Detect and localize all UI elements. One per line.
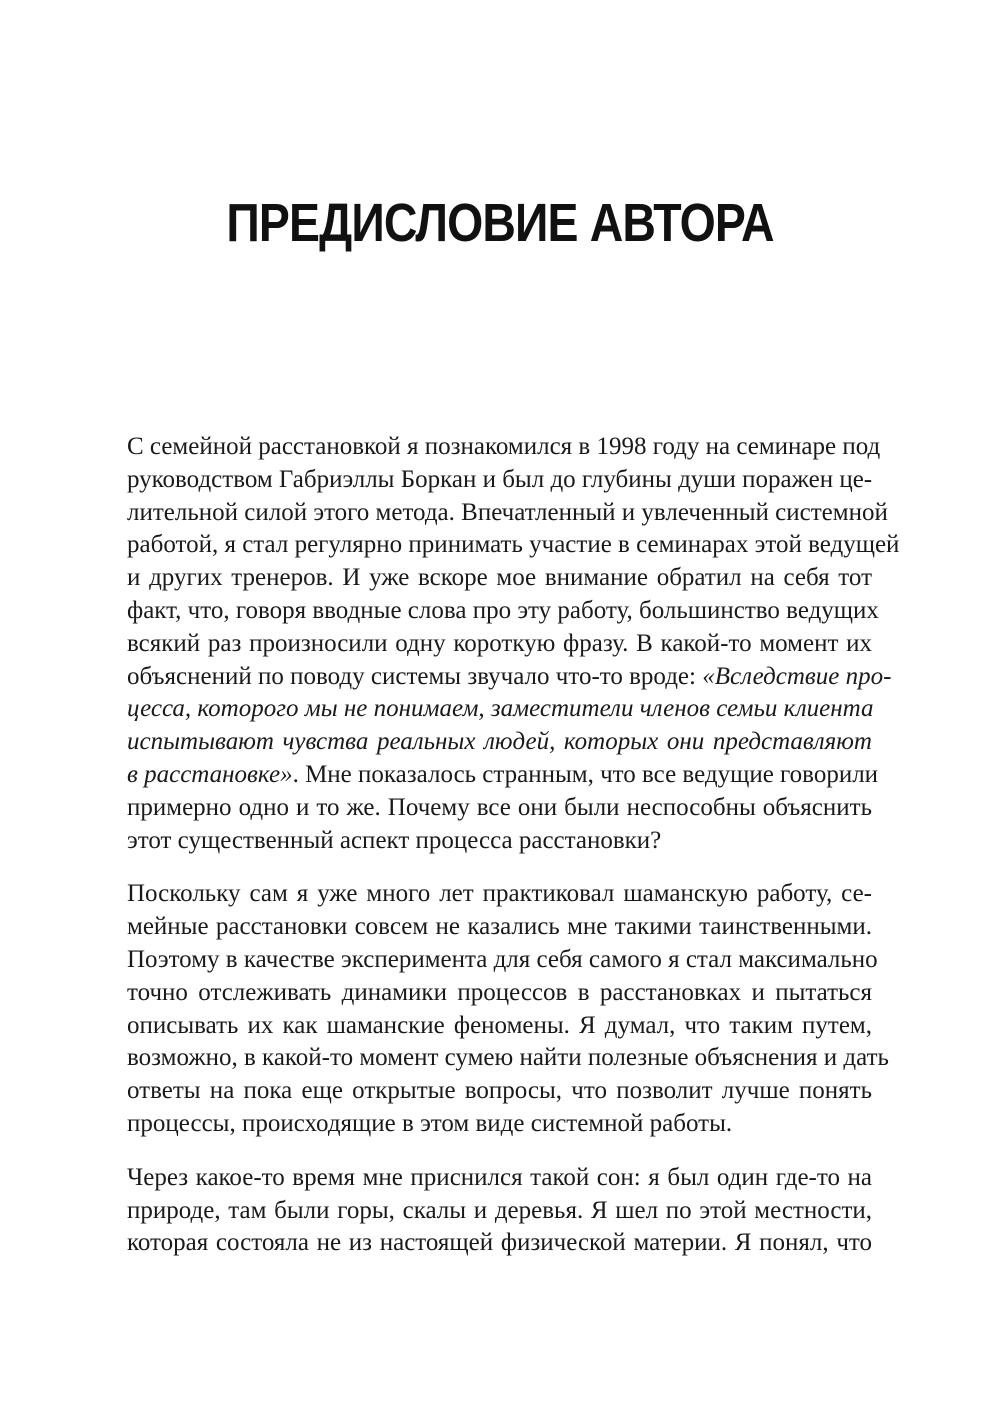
text-run: возможно, в какой-то момент сумею найти полезные объяснения и дать bbox=[127, 1044, 889, 1072]
text-line bbox=[127, 792, 872, 825]
text-run: описывать их как шаманские феномены. Я думал, что таким путем, bbox=[127, 1011, 872, 1039]
text-line bbox=[127, 878, 872, 911]
text-line bbox=[127, 1108, 872, 1141]
quote-italic-text: «Вследствие про- bbox=[702, 662, 892, 690]
text-line bbox=[127, 1075, 872, 1108]
text-line bbox=[127, 529, 900, 562]
text-line bbox=[127, 977, 872, 1010]
text-line bbox=[127, 944, 878, 977]
chapter-title: ПРЕДИСЛОВИЕ АВТОРА bbox=[226, 193, 774, 253]
quote-italic-text: испытывают чувства реальных людей, которых они представляют bbox=[127, 728, 872, 756]
text-line bbox=[127, 693, 872, 726]
text-run: лительной силой этого метода. Впечатленный и увлеченный системной bbox=[127, 498, 888, 526]
text-run: точно отслеживать динамики процессов в расстановках и пытаться bbox=[127, 978, 872, 1006]
text-run: этот существенный аспект процесса расстановки? bbox=[127, 826, 662, 854]
text-line bbox=[127, 1195, 872, 1228]
text-line bbox=[127, 825, 872, 858]
text-line bbox=[127, 1162, 872, 1195]
text-run: ответы на пока еще открытые вопросы, что позволит лучше понять bbox=[127, 1077, 872, 1105]
text-run: работой, я стал регулярно принимать участие в семинарах этой ведущей bbox=[127, 531, 900, 559]
text-run: . Мне показалось странным, что все ведущие говорили bbox=[292, 760, 879, 788]
text-line bbox=[127, 497, 888, 530]
quote-italic-text: в расстановке» bbox=[127, 760, 293, 788]
text-run: факт, что, говоря вводные слова про эту работу, большинство ведущих bbox=[127, 596, 879, 624]
text-line bbox=[127, 562, 872, 595]
text-line bbox=[127, 1042, 889, 1075]
text-line bbox=[127, 759, 879, 792]
text-run: объяснений по поводу системы звучало что-то вроде: bbox=[127, 662, 703, 690]
text-line bbox=[127, 726, 872, 759]
text-run: и других тренеров. И уже вскоре мое внимание обратил на себя тот bbox=[127, 564, 872, 592]
text-line bbox=[127, 661, 892, 694]
text-line bbox=[127, 1227, 872, 1260]
text-line bbox=[127, 464, 872, 497]
text-run: Поэтому в качестве эксперимента для себя самого я стал максимально bbox=[127, 945, 878, 973]
paragraph bbox=[127, 431, 900, 857]
text-line bbox=[127, 911, 872, 944]
text-run: мейные расстановки совсем не казались мне такими таинственными. bbox=[127, 913, 872, 941]
body-text bbox=[127, 431, 900, 1281]
text-line bbox=[127, 1010, 872, 1043]
text-run: природе, там были горы, скалы и деревья. Я шел по этой местности, bbox=[127, 1196, 872, 1224]
text-line bbox=[127, 431, 881, 464]
text-run: Через какое-то время мне приснился такой сон: я был один где-то на bbox=[127, 1163, 872, 1191]
text-run: процессы, происходящие в этом виде системной работы. bbox=[127, 1109, 733, 1137]
text-run: С семейной расстановкой я познакомился в 1998 году на семинаре под bbox=[127, 433, 881, 460]
text-run: примерно одно и то же. Почему все они были неспособны объяснить bbox=[127, 793, 872, 821]
text-run: руководством Габриэллы Боркан и был до глубины души поражен це- bbox=[127, 465, 873, 493]
text-run: которая состояла не из настоящей физической материи. Я понял, что bbox=[127, 1229, 872, 1257]
quote-italic-text: цесса, которого мы не понимаем, заместители членов семьи клиента bbox=[127, 695, 874, 723]
paragraph bbox=[127, 1162, 872, 1260]
text-line bbox=[127, 628, 872, 661]
paragraph bbox=[127, 878, 889, 1140]
text-run: Поскольку сам я уже много лет практиковал шаманскую работу, се- bbox=[127, 880, 872, 908]
text-line bbox=[127, 595, 879, 628]
text-run: всякий раз произносили одну короткую фразу. В какой-то момент их bbox=[127, 629, 872, 657]
